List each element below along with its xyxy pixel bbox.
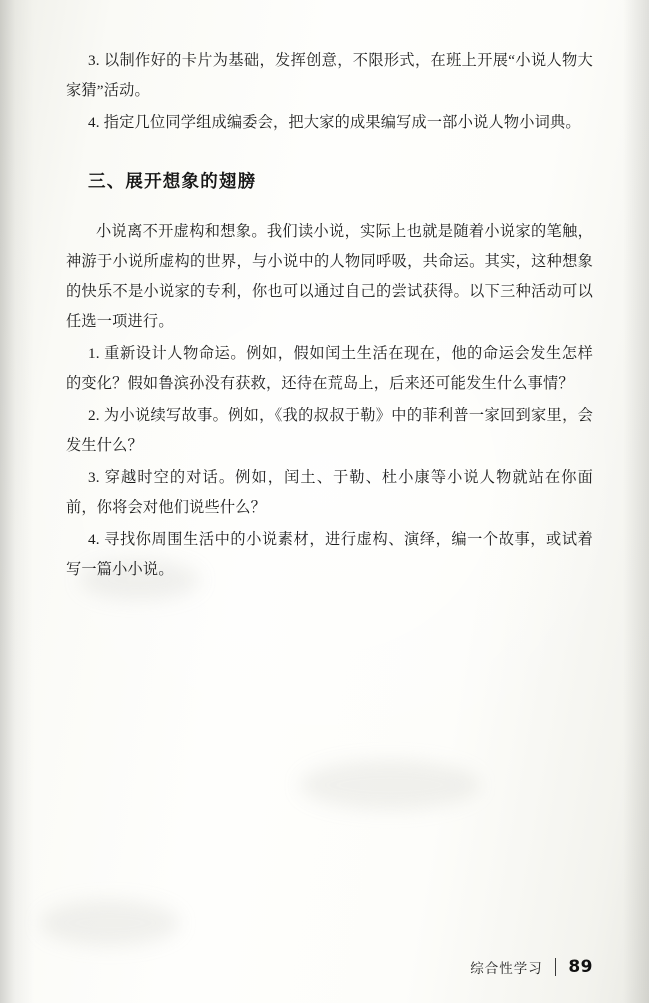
list-item: 4. 指定几位同学组成编委会，把大家的成果编写成一部小说人物小词典。	[88, 114, 581, 131]
page-footer	[470, 957, 593, 977]
section-heading: 三、展开想象的翅膀	[88, 172, 257, 192]
body-paragraph: 小说离不开虚构和想象。我们读小说，实际上也就是随着小说家的笔触，神游于小说所虚构的世界，与小说中的人物同呼吸，共命运。其实，这种想象的快乐不是小说家的专利，你也可以通过自己的尝试获得。以下三种活动可以任选一项进行。	[66, 223, 593, 330]
paper-smudge	[300, 760, 480, 810]
list-item: 3. 以制作好的卡片为基础，发挥创意，不限形式，在班上开展“小说人物大家猜”活动。	[66, 52, 593, 99]
page-content	[66, 46, 593, 587]
footer-section-label: 综合性学习	[470, 961, 543, 977]
list-item: 1. 重新设计人物命运。例如，假如闰土生活在现在，他的命运会发生怎样的变化？假如鲁滨孙没有获救，还待在荒岛上，后来还可能发生什么事情？	[66, 345, 593, 392]
footer-divider	[555, 958, 557, 976]
list-item: 2. 为小说续写故事。例如，《我的叔叔于勒》中的菲利普一家回到家里，会发生什么？	[66, 407, 593, 454]
page-number: 89	[568, 957, 593, 977]
paper-smudge	[40, 900, 180, 946]
spacer	[66, 207, 593, 217]
list-item: 3. 穿越时空的对话。例如，闰土、于勒、杜小康等小说人物就站在你面前，你将会对他们说些什么？	[66, 469, 593, 516]
list-item: 4. 寻找你周围生活中的小说素材，进行虚构、演绎，编一个故事，或试着写一篇小小说。	[66, 531, 593, 578]
